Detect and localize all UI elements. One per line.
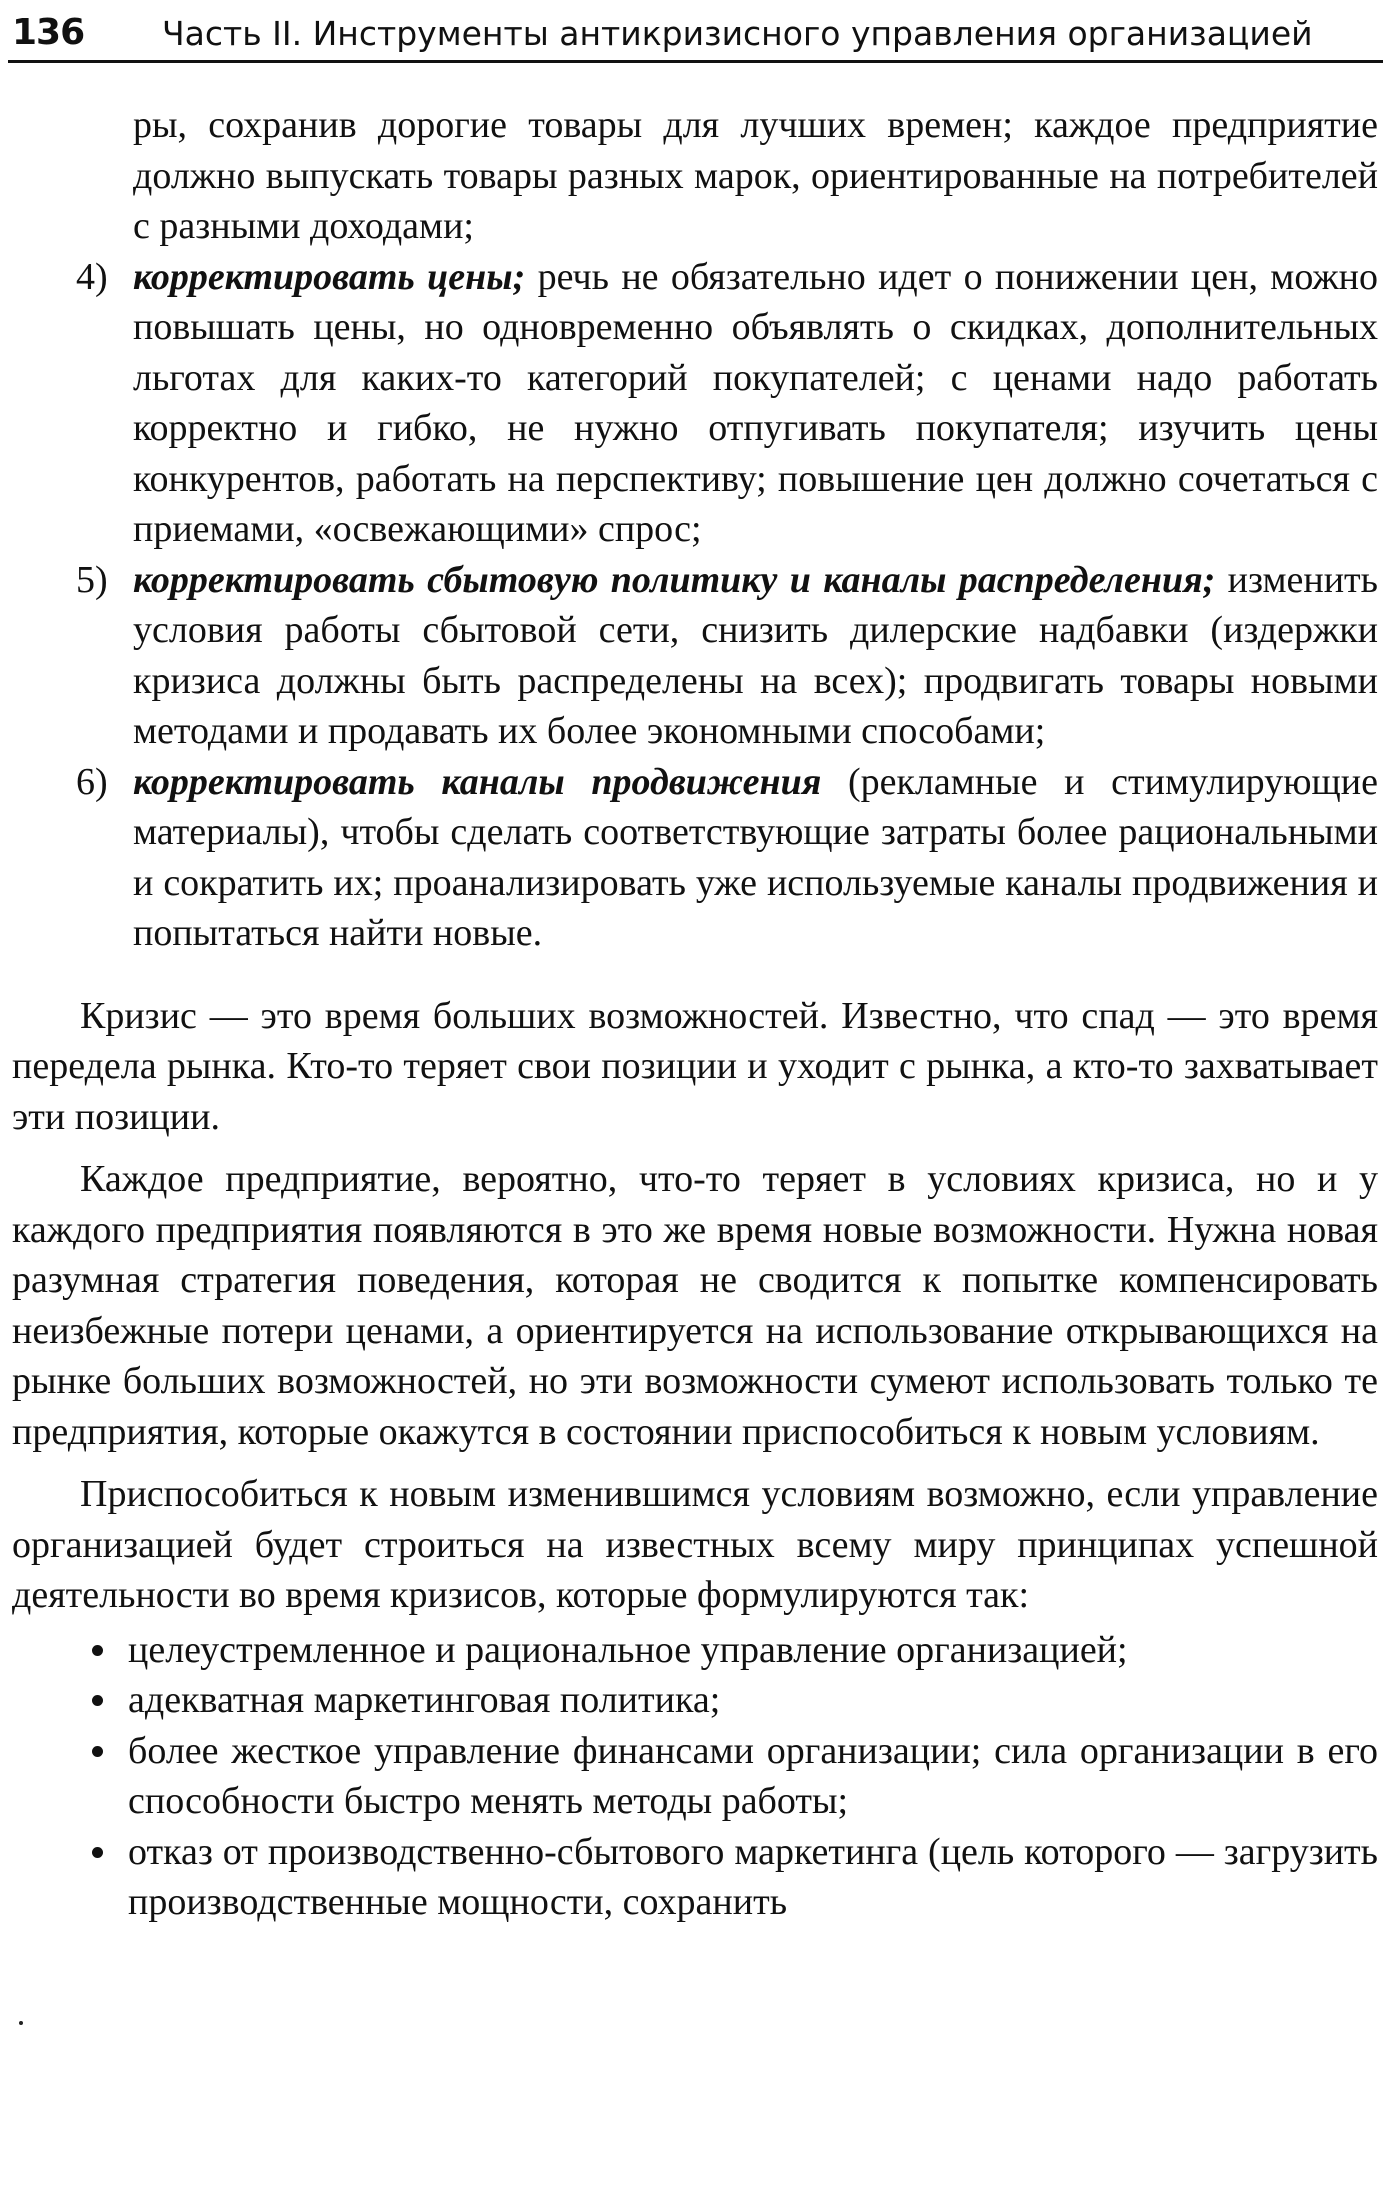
bullet-icon — [92, 1847, 103, 1858]
item-text: изменить условия работы сбытовой сети, снизить дилерские надбавки (издержки кризиса должны быть распределены на всех); продвигать товары новыми методами и продавать их более экономными способами; — [133, 558, 1378, 752]
item-number: 5) — [76, 558, 108, 601]
item-heading: корректировать каналы продвижения — [133, 760, 822, 803]
item-text: речь не обязательно идет о понижении цен, можно повышать цены, но одновременно объявлять о скидках, дополнительных льготах для каких-то категорий покупателей; с ценами надо работать корректно и гибко, не нужно отпугивать покупателя; изучить цены конкурентов, работать на перспективу; повышение цен должно сочетаться с приемами, «освежающими» спрос; — [133, 255, 1379, 550]
list-item-text: более жесткое управление финансами организации; сила организации в его способности быстро менять методы работы; — [128, 1729, 1378, 1822]
list-continuation: ры, сохранив дорогие товары для лучших времен; каждое предприятие должно выпускать товары разных марок, ориентированные на потребителей с разными доходами; — [133, 104, 1378, 247]
item-heading: корректировать цены; — [133, 255, 526, 298]
bullet-icon — [92, 1695, 103, 1706]
list-item — [12, 1726, 1378, 1827]
list-item-text: целеустремленное и рациональное управление организацией; — [128, 1628, 1128, 1671]
running-head — [8, 4, 1383, 63]
numbered-item-4 — [12, 252, 1378, 555]
item-number: 6) — [76, 760, 108, 803]
item-heading: корректировать сбытовую политику и каналы распределения; — [133, 558, 1216, 601]
list-item-text: отказ от производственно-сбытового маркетинга (цель которого — загрузить производственные мощности, сохранить — [128, 1830, 1378, 1923]
list-item — [12, 1675, 1378, 1726]
paragraph-new-strategy: Каждое предприятие, вероятно, что-то теряет в условиях кризиса, но и у каждого предприятия появляются в это же время новые возможности. Нужна новая разумная стратегия поведения, которая не сводится к попытке компенсировать неизбежные потери ценами, а ориентируется на использование открывающихся на рынке больших возможностей, но эти возможности сумеют использовать только те предприятия, которые окажутся в состоянии приспособиться к новым условиям. — [12, 1158, 1378, 1453]
list-item-text: адекватная маркетинговая политика; — [128, 1679, 721, 1721]
list-item — [12, 1827, 1378, 1928]
principles-list — [12, 1625, 1378, 1928]
bullet-icon — [92, 1746, 103, 1757]
numbered-item-5 — [12, 555, 1378, 757]
item-text: (рекламные и стимулирующие материалы), чтобы сделать соответствующие затраты более рациональными и сократить их; проанализировать уже используемые каналы продвижения и попытаться найти новые. — [133, 760, 1379, 954]
numbered-item-6 — [12, 757, 1378, 959]
page-number: 136 — [12, 12, 85, 53]
running-head-title: Часть II. Инструменты антикризисного управления организацией — [162, 14, 1313, 53]
bullet-icon — [92, 1645, 103, 1656]
scan-speck — [19, 2021, 23, 2025]
paragraph-principles-intro: Приспособиться к новым изменившимся условиям возможно, если управление организацией будет строиться на известных всему миру принципах успешной деятельности во время кризисов, которые формулируются так: — [12, 1473, 1378, 1616]
paragraph-crisis-opportunities: Кризис — это время больших возможностей. Известно, что спад — это время передела рынка. Кто-то теряет свои позиции и уходит с рынка, а кто-то захватывает эти позиции. — [12, 994, 1378, 1138]
body-text — [12, 100, 1378, 1928]
item-number: 4) — [76, 255, 108, 298]
list-item — [12, 1625, 1378, 1676]
